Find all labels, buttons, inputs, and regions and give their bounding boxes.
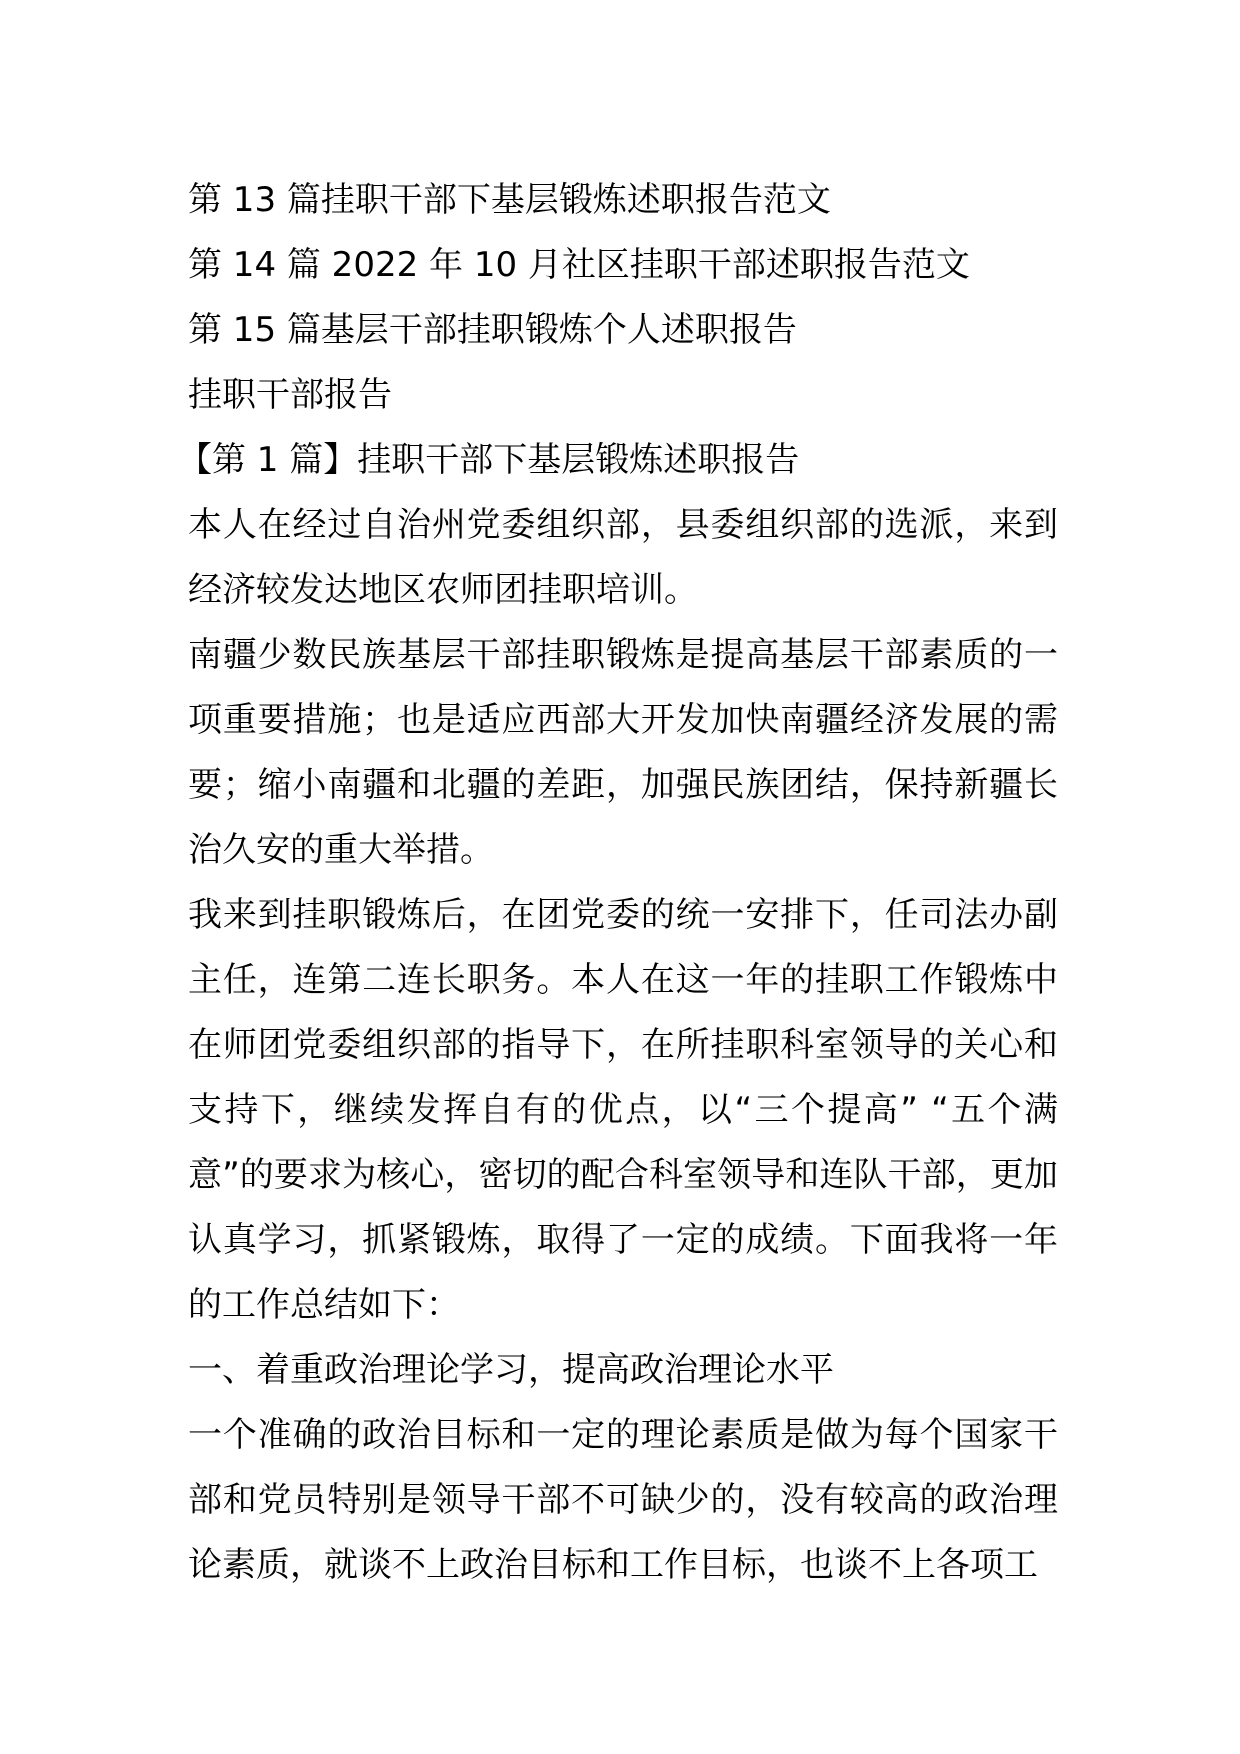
section-heading-1: 一、着重政治理论学习，提高政治理论水平	[188, 1350, 834, 1390]
toc-item-15: 第 15 篇基层干部挂职锻炼个人述职报告	[188, 310, 797, 350]
document-body	[178, 168, 1058, 1598]
paragraph-2: 我来到挂职锻炼后，在团党委的统一安排下，任司法办副主任，连第二连长职务。本人在这一年的挂职工作锻炼中在师团党委组织部的指导下，在所挂职科室领导的关心和支持下，继续发挥自有的优点，以“三个提高” “五个满意”的要求为核心，密切的配合科室领导和连队干部，更加认真学习，抓紧锻炼，取得了一定的成绩。下面我将一年的工作总结如下：	[188, 895, 1058, 1325]
paragraph-1: 南疆少数民族基层干部挂职锻炼是提高基层干部素质的一项重要措施；也是适应西部大开发加快南疆经济发展的需要；缩小南疆和北疆的差距，加强民族团结，保持新疆长治久安的重大举措。	[188, 635, 1058, 870]
toc-item-13: 第 13 篇挂职干部下基层锻炼述职报告范文	[188, 180, 831, 220]
toc-item-report: 挂职干部报告	[188, 375, 392, 415]
intro-paragraph: 本人在经过自治州党委组织部，县委组织部的选派，来到经济较发达地区农师团挂职培训。	[188, 505, 1058, 610]
paragraph-3: 一个准确的政治目标和一定的理论素质是做为每个国家干部和党员特别是领导干部不可缺少的，没有较高的政治理论素质，就谈不上政治目标和工作目标，也谈不上各项工	[188, 1415, 1058, 1585]
toc-item-14: 第 14 篇 2022 年 10 月社区挂职干部述职报告范文	[188, 245, 970, 285]
article-title: 【第 1 篇】挂职干部下基层锻炼述职报告	[178, 440, 800, 480]
